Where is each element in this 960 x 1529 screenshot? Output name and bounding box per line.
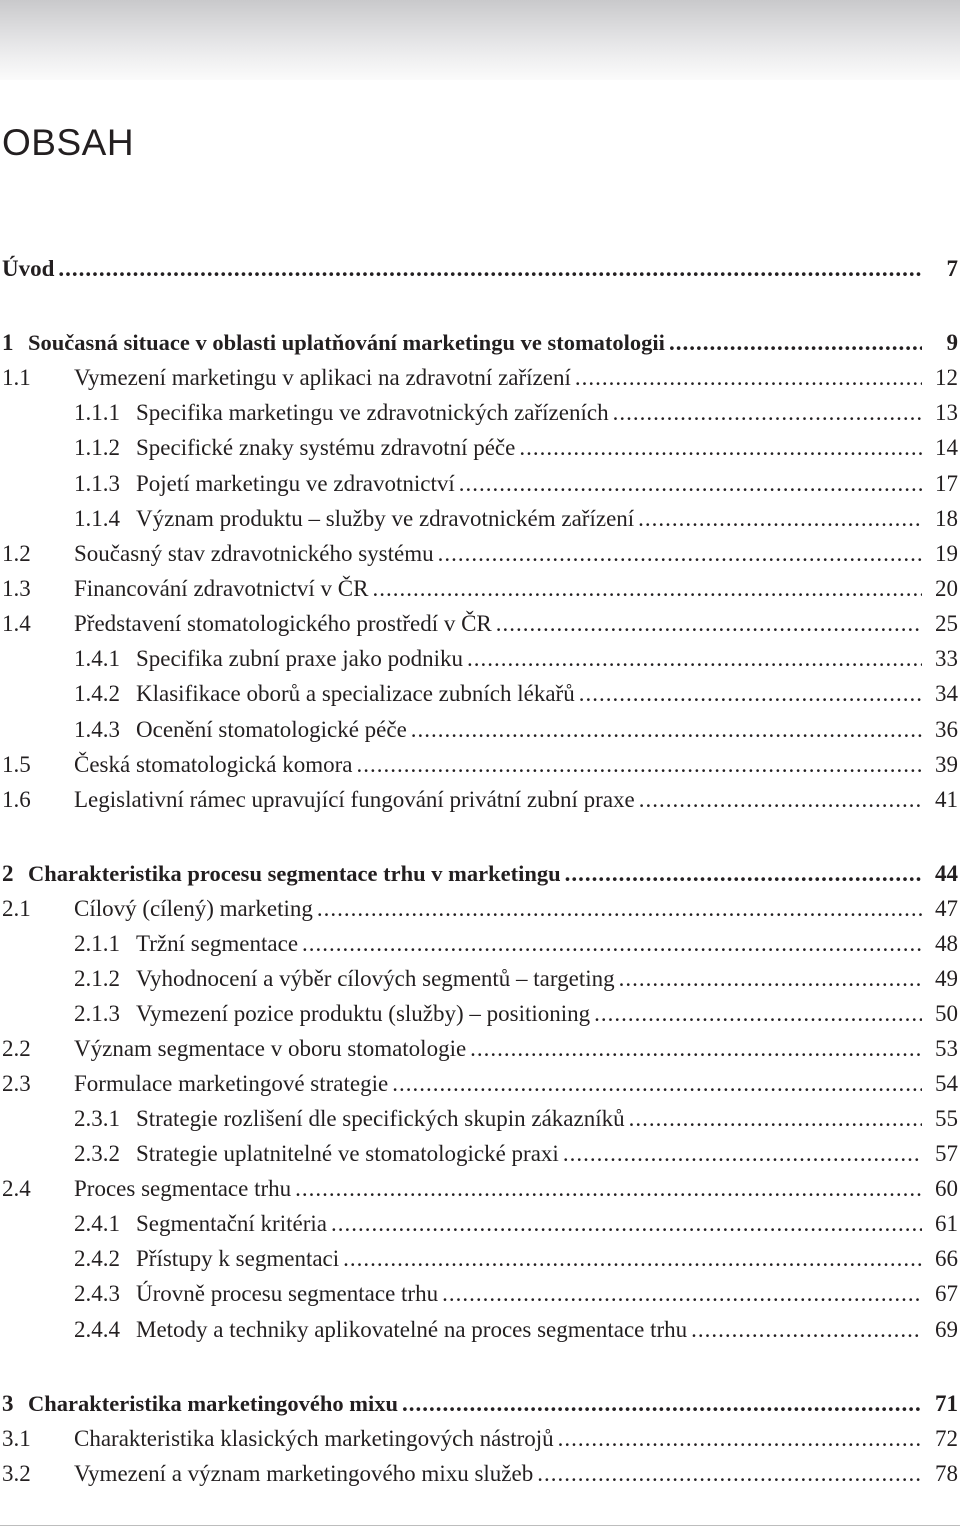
dot-leader — [496, 608, 922, 640]
dot-leader — [372, 573, 922, 605]
toc-entry[interactable] — [0, 1278, 958, 1310]
dot-leader — [438, 538, 922, 570]
toc-entry[interactable] — [0, 1103, 958, 1135]
dot-leader — [470, 1033, 922, 1065]
toc-entry-number: 1.4 — [2, 611, 31, 636]
dot-leader — [579, 678, 922, 710]
toc-entry-number: 2 — [2, 861, 14, 886]
toc-entry-number: 1.4.2 — [74, 681, 120, 706]
toc-entry-number: 3.2 — [2, 1461, 31, 1486]
toc-entry-title: Pojetí marketingu ve zdravotnictví — [136, 471, 455, 496]
dot-leader — [565, 858, 922, 890]
toc-entry[interactable] — [0, 678, 958, 710]
toc-entry-title: Význam segmentace v oboru stomatologie — [74, 1036, 467, 1061]
toc-entry-page-number: 57 — [935, 1141, 958, 1166]
toc-entry-number: 1.3 — [2, 576, 31, 601]
toc-entry-title: Proces segmentace trhu — [74, 1176, 292, 1201]
dot-leader — [302, 928, 922, 960]
toc-entry-title: Strategie rozlišení dle specifických skupin zákazníků — [136, 1106, 625, 1131]
dot-leader — [317, 893, 922, 925]
toc-entry-number: 2.3.1 — [74, 1106, 120, 1131]
toc-entry-number: 2.4.4 — [74, 1317, 120, 1342]
dot-leader — [638, 503, 922, 535]
toc-entry[interactable] — [0, 714, 958, 746]
toc-entry-page-number: 78 — [935, 1461, 958, 1486]
toc-entry-page-number: 47 — [935, 896, 958, 921]
toc-entry-title: Metody a techniky aplikovatelné na proces segmentace trhu — [136, 1317, 688, 1342]
toc-entry[interactable] — [0, 749, 958, 781]
toc-entry[interactable] — [0, 963, 958, 995]
toc-entry[interactable] — [0, 253, 958, 285]
toc-entry-title: Financování zdravotnictví v ČR — [74, 576, 369, 601]
toc-entry-page-number: 33 — [935, 646, 958, 671]
toc-entry-title: Česká stomatologická komora — [74, 752, 353, 777]
toc-entry-title: Charakteristika klasických marketingových nástrojů — [74, 1426, 554, 1451]
toc-entry-title: Specifika marketingu ve zdravotnických zařízeních — [136, 400, 609, 425]
toc-entry-number: 2.1 — [2, 896, 31, 921]
toc-entry-number: 1.4.1 — [74, 646, 120, 671]
toc-entry-page-number: 71 — [935, 1391, 958, 1416]
toc-entry-page-number: 18 — [935, 506, 958, 531]
toc-entry-number: 2.1.3 — [74, 1001, 120, 1026]
toc-entry-number: 1.5 — [2, 752, 31, 777]
toc-entry-page-number: 66 — [935, 1246, 958, 1271]
toc-entry-title: Vymezení marketingu v aplikaci na zdravotní zařízení — [74, 365, 571, 390]
toc-entry-page-number: 12 — [935, 365, 958, 390]
dot-leader — [295, 1173, 922, 1205]
toc-entry-title: Specifické znaky systému zdravotní péče — [136, 435, 516, 460]
page-title: OBSAH — [2, 122, 135, 163]
dot-leader — [613, 397, 922, 429]
toc-entry-title: Úrovně procesu segmentace trhu — [136, 1281, 439, 1306]
toc-entry-page-number: 72 — [935, 1426, 958, 1451]
dot-leader — [442, 1278, 922, 1310]
toc-entry-number: 2.1.1 — [74, 931, 120, 956]
toc-entry-title: Charakteristika procesu segmentace trhu v marketingu — [28, 861, 561, 886]
dot-leader — [594, 998, 922, 1030]
dot-leader — [639, 784, 922, 816]
dot-leader — [459, 468, 922, 500]
page-bottom-rule — [0, 1525, 960, 1526]
toc-entry-number: 2.4 — [2, 1176, 31, 1201]
toc-entry-title: Strategie uplatnitelné ve stomatologické praxi — [136, 1141, 559, 1166]
toc-entry-number: 1.6 — [2, 787, 31, 812]
toc-entry[interactable] — [0, 1138, 958, 1170]
toc-entry-title: Legislativní rámec upravující fungování privátní zubní praxe — [74, 787, 635, 812]
toc-entry-page-number: 9 — [946, 330, 958, 355]
toc-entry-title: Současná situace v oblasti uplatňování marketingu ve stomatologii — [28, 330, 665, 355]
toc-entry-title: Ocenění stomatologické péče — [136, 717, 407, 742]
toc-entry[interactable] — [0, 362, 958, 394]
toc-entry-page-number: 61 — [935, 1211, 958, 1236]
toc-entry[interactable] — [0, 1243, 958, 1275]
toc-entry-page-number: 17 — [935, 471, 958, 496]
toc-entry-page-number: 41 — [935, 787, 958, 812]
toc-entry-page-number: 54 — [935, 1071, 958, 1096]
toc-entry-number: 1.2 — [2, 541, 31, 566]
toc-entry-number: 1.1.3 — [74, 471, 120, 496]
toc-entry[interactable] — [0, 928, 958, 960]
dot-leader — [691, 1314, 922, 1346]
toc-entry-title: Formulace marketingové strategie — [74, 1071, 389, 1096]
dot-leader — [331, 1208, 922, 1240]
toc-entry-page-number: 55 — [935, 1106, 958, 1131]
toc-entry-title: Přístupy k segmentaci — [136, 1246, 340, 1271]
toc-entry-title: Vyhodnocení a výběr cílových segmentů – targeting — [136, 966, 615, 991]
toc-entry-title: Segmentační kritéria — [136, 1211, 327, 1236]
toc-entry[interactable] — [0, 1458, 958, 1490]
dot-leader — [392, 1068, 922, 1100]
toc-entry-number: 2.4.2 — [74, 1246, 120, 1271]
toc-entry[interactable] — [0, 1388, 958, 1420]
toc-entry-page-number: 36 — [935, 717, 958, 742]
toc-entry[interactable] — [0, 327, 958, 359]
toc-entry[interactable] — [0, 538, 958, 570]
toc-entry-page-number: 69 — [935, 1317, 958, 1342]
toc-entry-title: Specifika zubní praxe jako podniku — [136, 646, 464, 671]
dot-leader — [575, 362, 922, 394]
toc-entry-number: 1.4.3 — [74, 717, 120, 742]
dot-leader — [669, 327, 922, 359]
toc-entry[interactable] — [0, 998, 958, 1030]
toc-entry-number: 2.3.2 — [74, 1141, 120, 1166]
toc-entry-page-number: 13 — [935, 400, 958, 425]
toc-entry-title: Charakteristika marketingového mixu — [28, 1391, 398, 1416]
dot-leader — [519, 432, 922, 464]
toc-entry-title: Tržní segmentace — [136, 931, 299, 956]
toc-entry-number: 1 — [2, 330, 14, 355]
toc-entry[interactable] — [0, 784, 958, 816]
toc-entry-page-number: 20 — [935, 576, 958, 601]
toc-entry[interactable] — [0, 573, 958, 605]
toc-entry-number: Úvod — [2, 256, 55, 281]
toc-entry-number: 2.3 — [2, 1071, 31, 1096]
toc-entry-title: Cílový (cílený) marketing — [74, 896, 313, 921]
toc-entry-page-number: 60 — [935, 1176, 958, 1201]
toc-entry[interactable] — [0, 1423, 958, 1455]
toc-entry[interactable] — [0, 468, 958, 500]
dot-leader — [467, 643, 922, 675]
toc-entry-number: 3.1 — [2, 1426, 31, 1451]
toc-entry-number: 1.1.1 — [74, 400, 120, 425]
dot-leader — [537, 1458, 922, 1490]
toc-entry-page-number: 50 — [935, 1001, 958, 1026]
dot-leader — [402, 1388, 922, 1420]
dot-leader — [563, 1138, 922, 1170]
toc-entry[interactable] — [0, 643, 958, 675]
toc-entry-title: Vymezení a význam marketingového mixu služeb — [74, 1461, 534, 1486]
toc-entry-page-number: 7 — [946, 256, 958, 281]
toc-entry-number: 2.4.1 — [74, 1211, 120, 1236]
toc-entry-number: 1.1.4 — [74, 506, 120, 531]
toc-entry-title: Vymezení pozice produktu (služby) – positioning — [136, 1001, 591, 1026]
toc-entry-page-number: 49 — [935, 966, 958, 991]
dot-leader — [411, 714, 922, 746]
dot-leader — [558, 1423, 922, 1455]
toc-entry-page-number: 67 — [935, 1281, 958, 1306]
toc-entry[interactable] — [0, 1068, 958, 1100]
toc-entry-title: Současný stav zdravotnického systému — [74, 541, 434, 566]
toc-entry-title: Význam produktu – služby ve zdravotnickém zařízení — [136, 506, 635, 531]
toc-entry-number: 2.1.2 — [74, 966, 120, 991]
toc-entry-page-number: 44 — [935, 861, 958, 886]
dot-leader — [58, 253, 922, 285]
toc-entry[interactable] — [0, 1314, 958, 1346]
toc-entry-number: 1.1.2 — [74, 435, 120, 460]
toc-entry-page-number: 25 — [935, 611, 958, 636]
toc-entry-page-number: 53 — [935, 1036, 958, 1061]
dot-leader — [357, 749, 923, 781]
toc-entry[interactable] — [0, 1033, 958, 1065]
toc-entry[interactable] — [0, 503, 958, 535]
toc-entry[interactable] — [0, 1208, 958, 1240]
toc-entry-number: 1.1 — [2, 365, 31, 390]
toc-entry-title: Představení stomatologického prostředí v ČR — [74, 611, 492, 636]
toc-entry[interactable] — [0, 397, 958, 429]
toc-entry[interactable] — [0, 1173, 958, 1205]
toc-entry[interactable] — [0, 608, 958, 640]
toc-entry-number: 3 — [2, 1391, 14, 1416]
dot-leader — [629, 1103, 922, 1135]
toc-entry-page-number: 48 — [935, 931, 958, 956]
toc-entry-page-number: 34 — [935, 681, 958, 706]
toc-entry-page-number: 14 — [935, 435, 958, 460]
toc-entry-number: 2.4.3 — [74, 1281, 120, 1306]
toc-entry-page-number: 39 — [935, 752, 958, 777]
dot-leader — [619, 963, 922, 995]
toc-entry-title: Klasifikace oborů a specializace zubních lékařů — [136, 681, 575, 706]
toc-entry[interactable] — [0, 432, 958, 464]
dot-leader — [343, 1243, 922, 1275]
toc-entry[interactable] — [0, 858, 958, 890]
toc-entry-page-number: 19 — [935, 541, 958, 566]
toc-entry[interactable] — [0, 893, 958, 925]
toc-entry-number: 2.2 — [2, 1036, 31, 1061]
